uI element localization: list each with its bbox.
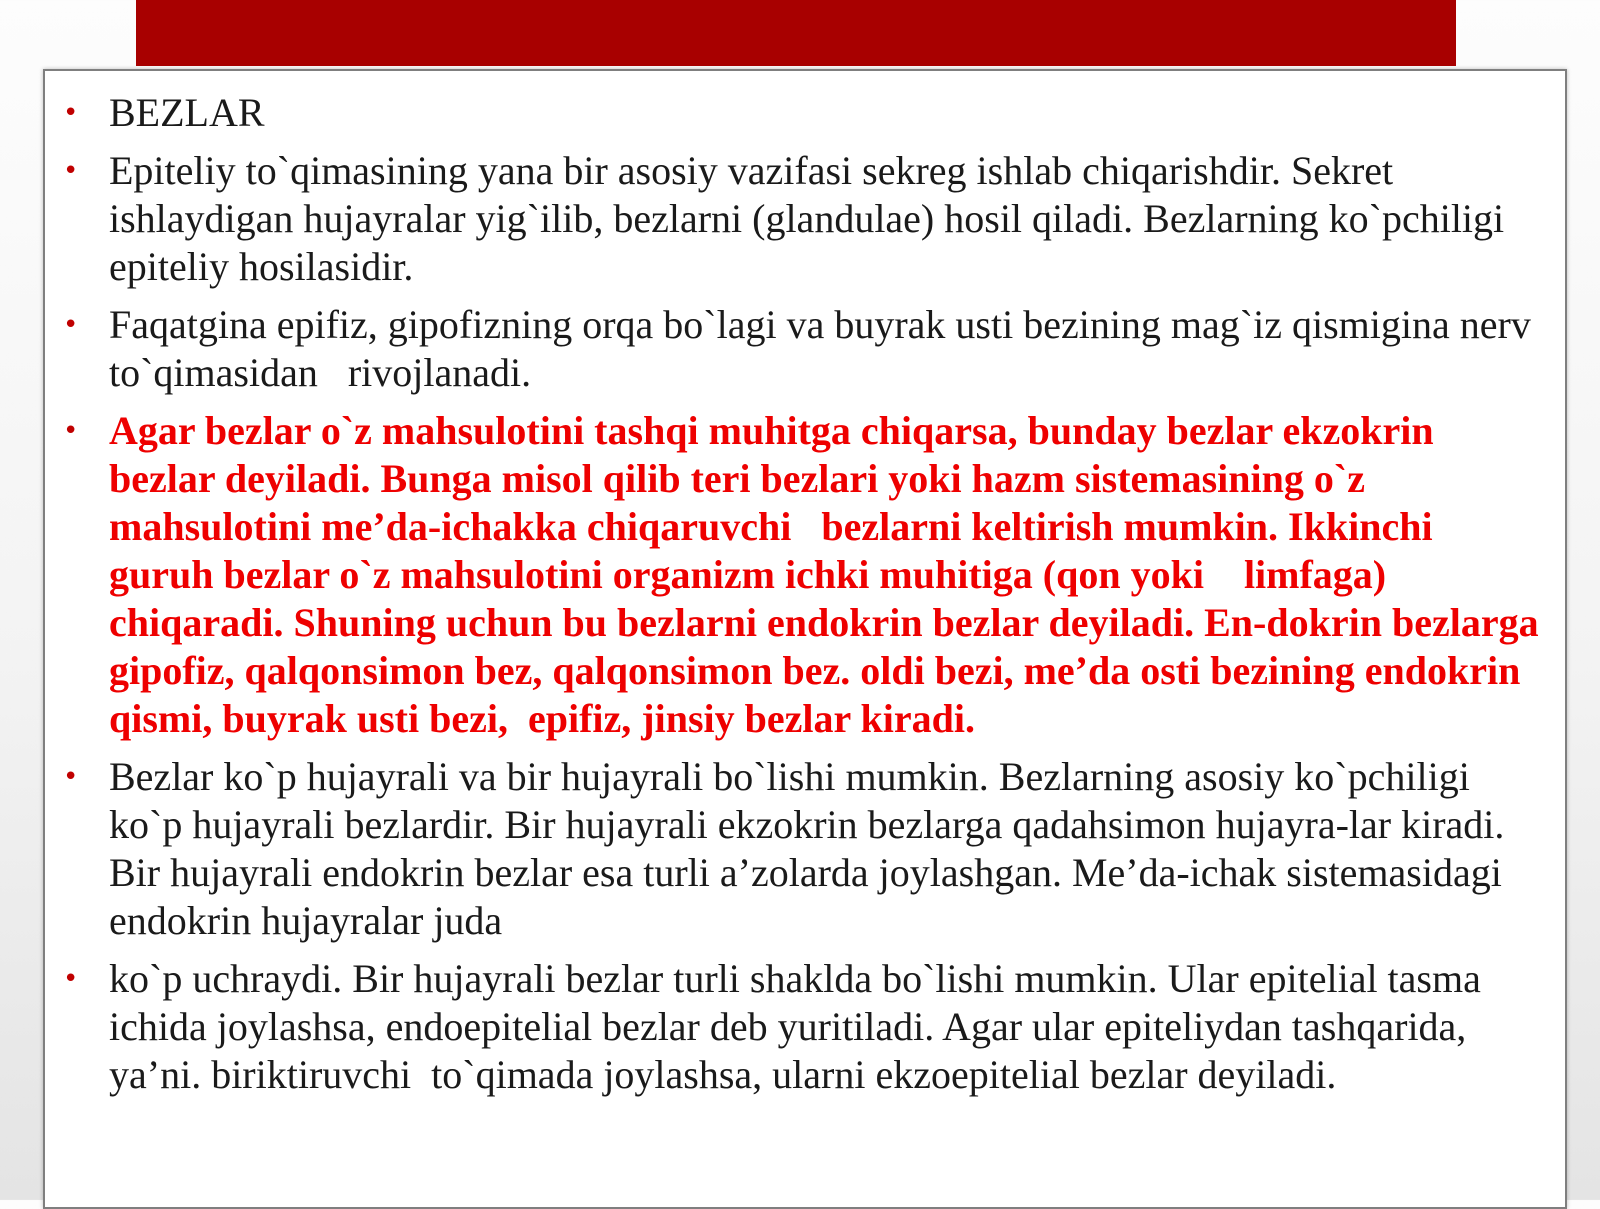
bullet-text: BEZLAR: [109, 90, 265, 135]
bullet-item-emphasis: [45, 407, 1567, 743]
bullet-item: [45, 89, 1567, 137]
bullet-dot-icon: •: [63, 156, 79, 186]
bullet-text: Epiteliy to`qimasining yana bir asosiy vazifasi sekreg ishlab chiqarishdir. Sekret ishlaydigan hujayralar yig`ilib, bezlarni (glandulae) hosil qiladi. Bezlarning ko`pchiligi epiteliy hosilasidir.: [109, 148, 1515, 289]
bullet-text: ko`p uchraydi. Bir hujayrali bezlar turli shaklda bo`lishi mumkin. Ular epitelial tasma ichida joylashsa, endoepitelial bezlar deb yuritiladi. Agar ular epiteliydan tashqarida, ya’ni. biriktiruvchi to`qimada joylashsa, ularni ekzoepitelial bezlar deyiladi.: [109, 956, 1491, 1097]
bullet-item: [45, 147, 1567, 291]
bullet-item: [45, 301, 1567, 397]
bullet-text-emphasis: Agar bezlar o`z mahsulotini tashqi muhitga chiqarsa, bunday bezlar ekzokrin bezlar deyiladi. Bunga misol qilib teri bezlari yoki hazm sistemasining o`z mahsulotini me’da-ichakka chiqaruvchi bezlarni keltirish mumkin. Ikkinchi guruh bezlar o`z mahsulotini organizm ichki muhitiga (qon yoki limfaga) chiqaradi. Shuning uchun bu bezlarni endokrin bezlar deyiladi. En-dokrin bezlarga gipofiz, qalqonsimon bez, qalqonsimon bez. oldi bezi, me’da osti bezining endokrin qismi, buyrak usti bezi, epifiz, jinsiy bezlar kiradi.: [109, 408, 1549, 741]
bullet-item: [45, 753, 1567, 945]
bullet-item: [45, 955, 1567, 1099]
slide-content-box: [43, 69, 1567, 1209]
bullet-text: Bezlar ko`p hujayrali va bir hujayrali bo`lishi mumkin. Bezlarning asosiy ko`pchiligi ko`p hujayrali bezlardir. Bir hujayrali ekzokrin bezlarga qadahsimon hujayra-lar kiradi. Bir hujayrali endokrin bezlar esa turli a’zolarda joylashgan. Me’da-ichak sistemasidagi endokrin hujayralar juda: [109, 754, 1515, 943]
bullet-dot-icon: •: [63, 310, 79, 340]
bullet-text: Faqatgina epifiz, gipofizning orqa bo`lagi va buyrak usti bezining mag`iz qismigina nerv to`qimasidan rivojlanadi.: [109, 302, 1541, 395]
bullet-dot-icon: •: [63, 416, 79, 446]
bullet-dot-icon: •: [63, 98, 79, 128]
bullet-list: [45, 89, 1567, 1109]
bullet-dot-icon: •: [63, 964, 79, 994]
bullet-dot-icon: •: [63, 762, 79, 792]
slide-title-bar: [136, 0, 1456, 66]
